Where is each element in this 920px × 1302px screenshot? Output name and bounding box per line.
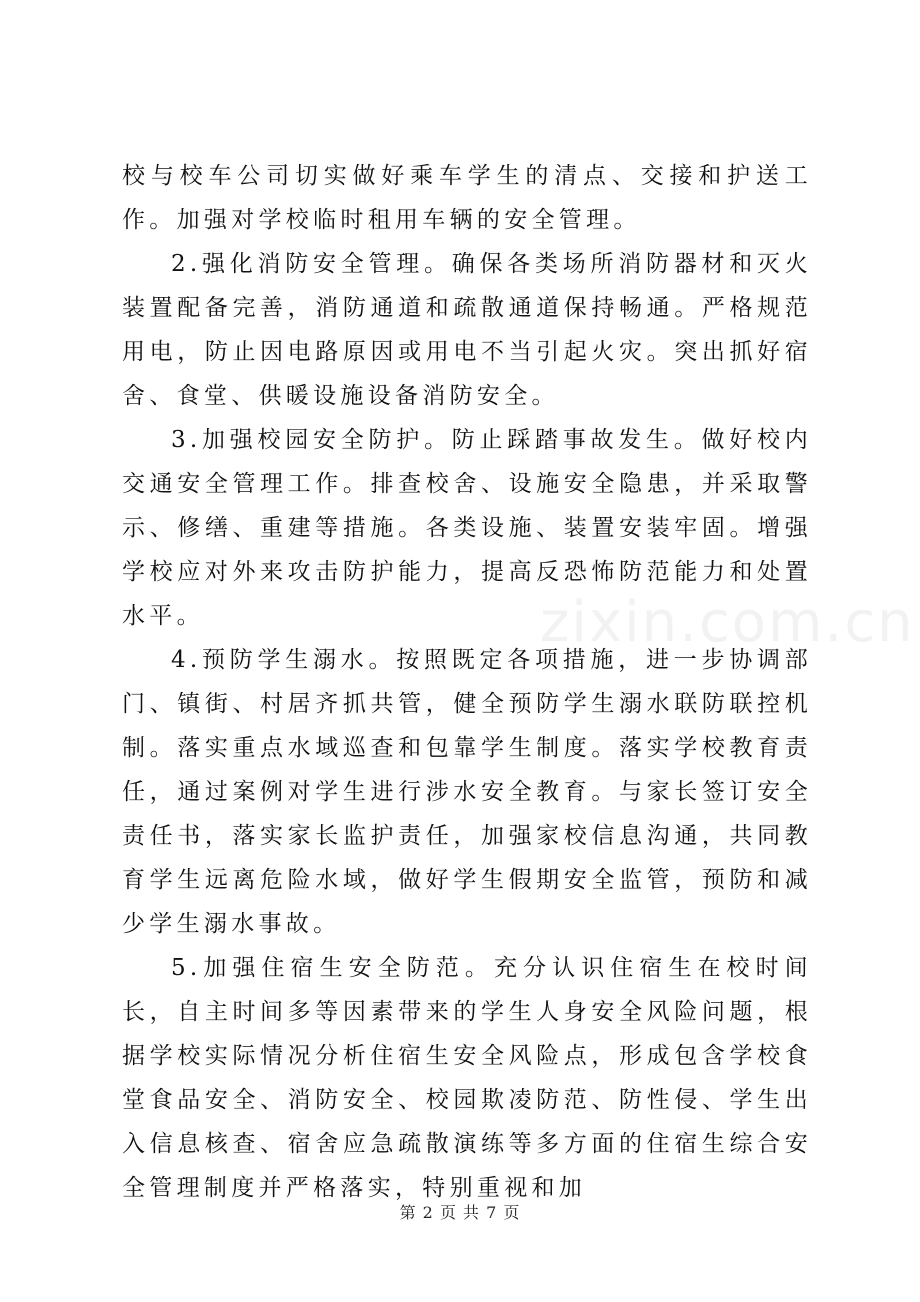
paragraph-5: 5.加强住宿生安全防范。充分认识住宿生在校时间长，自主时间多等因素带来的学生人身安全风险问题，根据学校实际情况分析住宿生安全风险点，形成包含学校食堂食品安全、消防安全、校园欺凌防范、防性侵、学生出入信息核查、宿舍应急疏散演练等多方面的住宿生综合安全管理制度并严格落实，特别重视和加 xyxy=(122,955,812,1201)
watermark: zixin.com.cn xyxy=(540,590,915,655)
paragraph-4: 4.预防学生溺水。按照既定各项措施，进一步协调部门、镇街、村居齐抓共管，健全预防学生溺水联防联控机制。落实重点水域巡查和包靠学生制度。落实学校教育责任，通过案例对学生进行涉水安全教育。与家长签订安全责任书，落实家长监护责任，加强家校信息沟通，共同教育学生远离危险水域，做好学生假期安全监管，预防和减少学生溺水事故。 xyxy=(122,647,812,937)
paragraph-1: 校与校车公司切实做好乘车学生的清点、交接和护送工作。加强对学校临时租用车辆的安全管理。 xyxy=(122,163,812,233)
paragraph-2: 2.强化消防安全管理。确保各类场所消防器材和灭火装置配备完善，消防通道和疏散通道保持畅通。严格规范用电，防止因电路原因或用电不当引起火灾。突出抓好宿舍、食堂、供暖设施设备消防安全。 xyxy=(122,251,812,409)
document-body xyxy=(122,154,812,1210)
page-footer: 第 2 页 共 7 页 xyxy=(399,1203,521,1222)
paragraph-3: 3.加强校园安全防护。防止踩踏事故发生。做好校内交通安全管理工作。排查校舍、设施安全隐患，并采取警示、修缮、重建等措施。各类设施、装置安装牢固。增强学校应对外来攻击防护能力，提高反恐怖防范能力和处置水平。 xyxy=(122,427,812,629)
